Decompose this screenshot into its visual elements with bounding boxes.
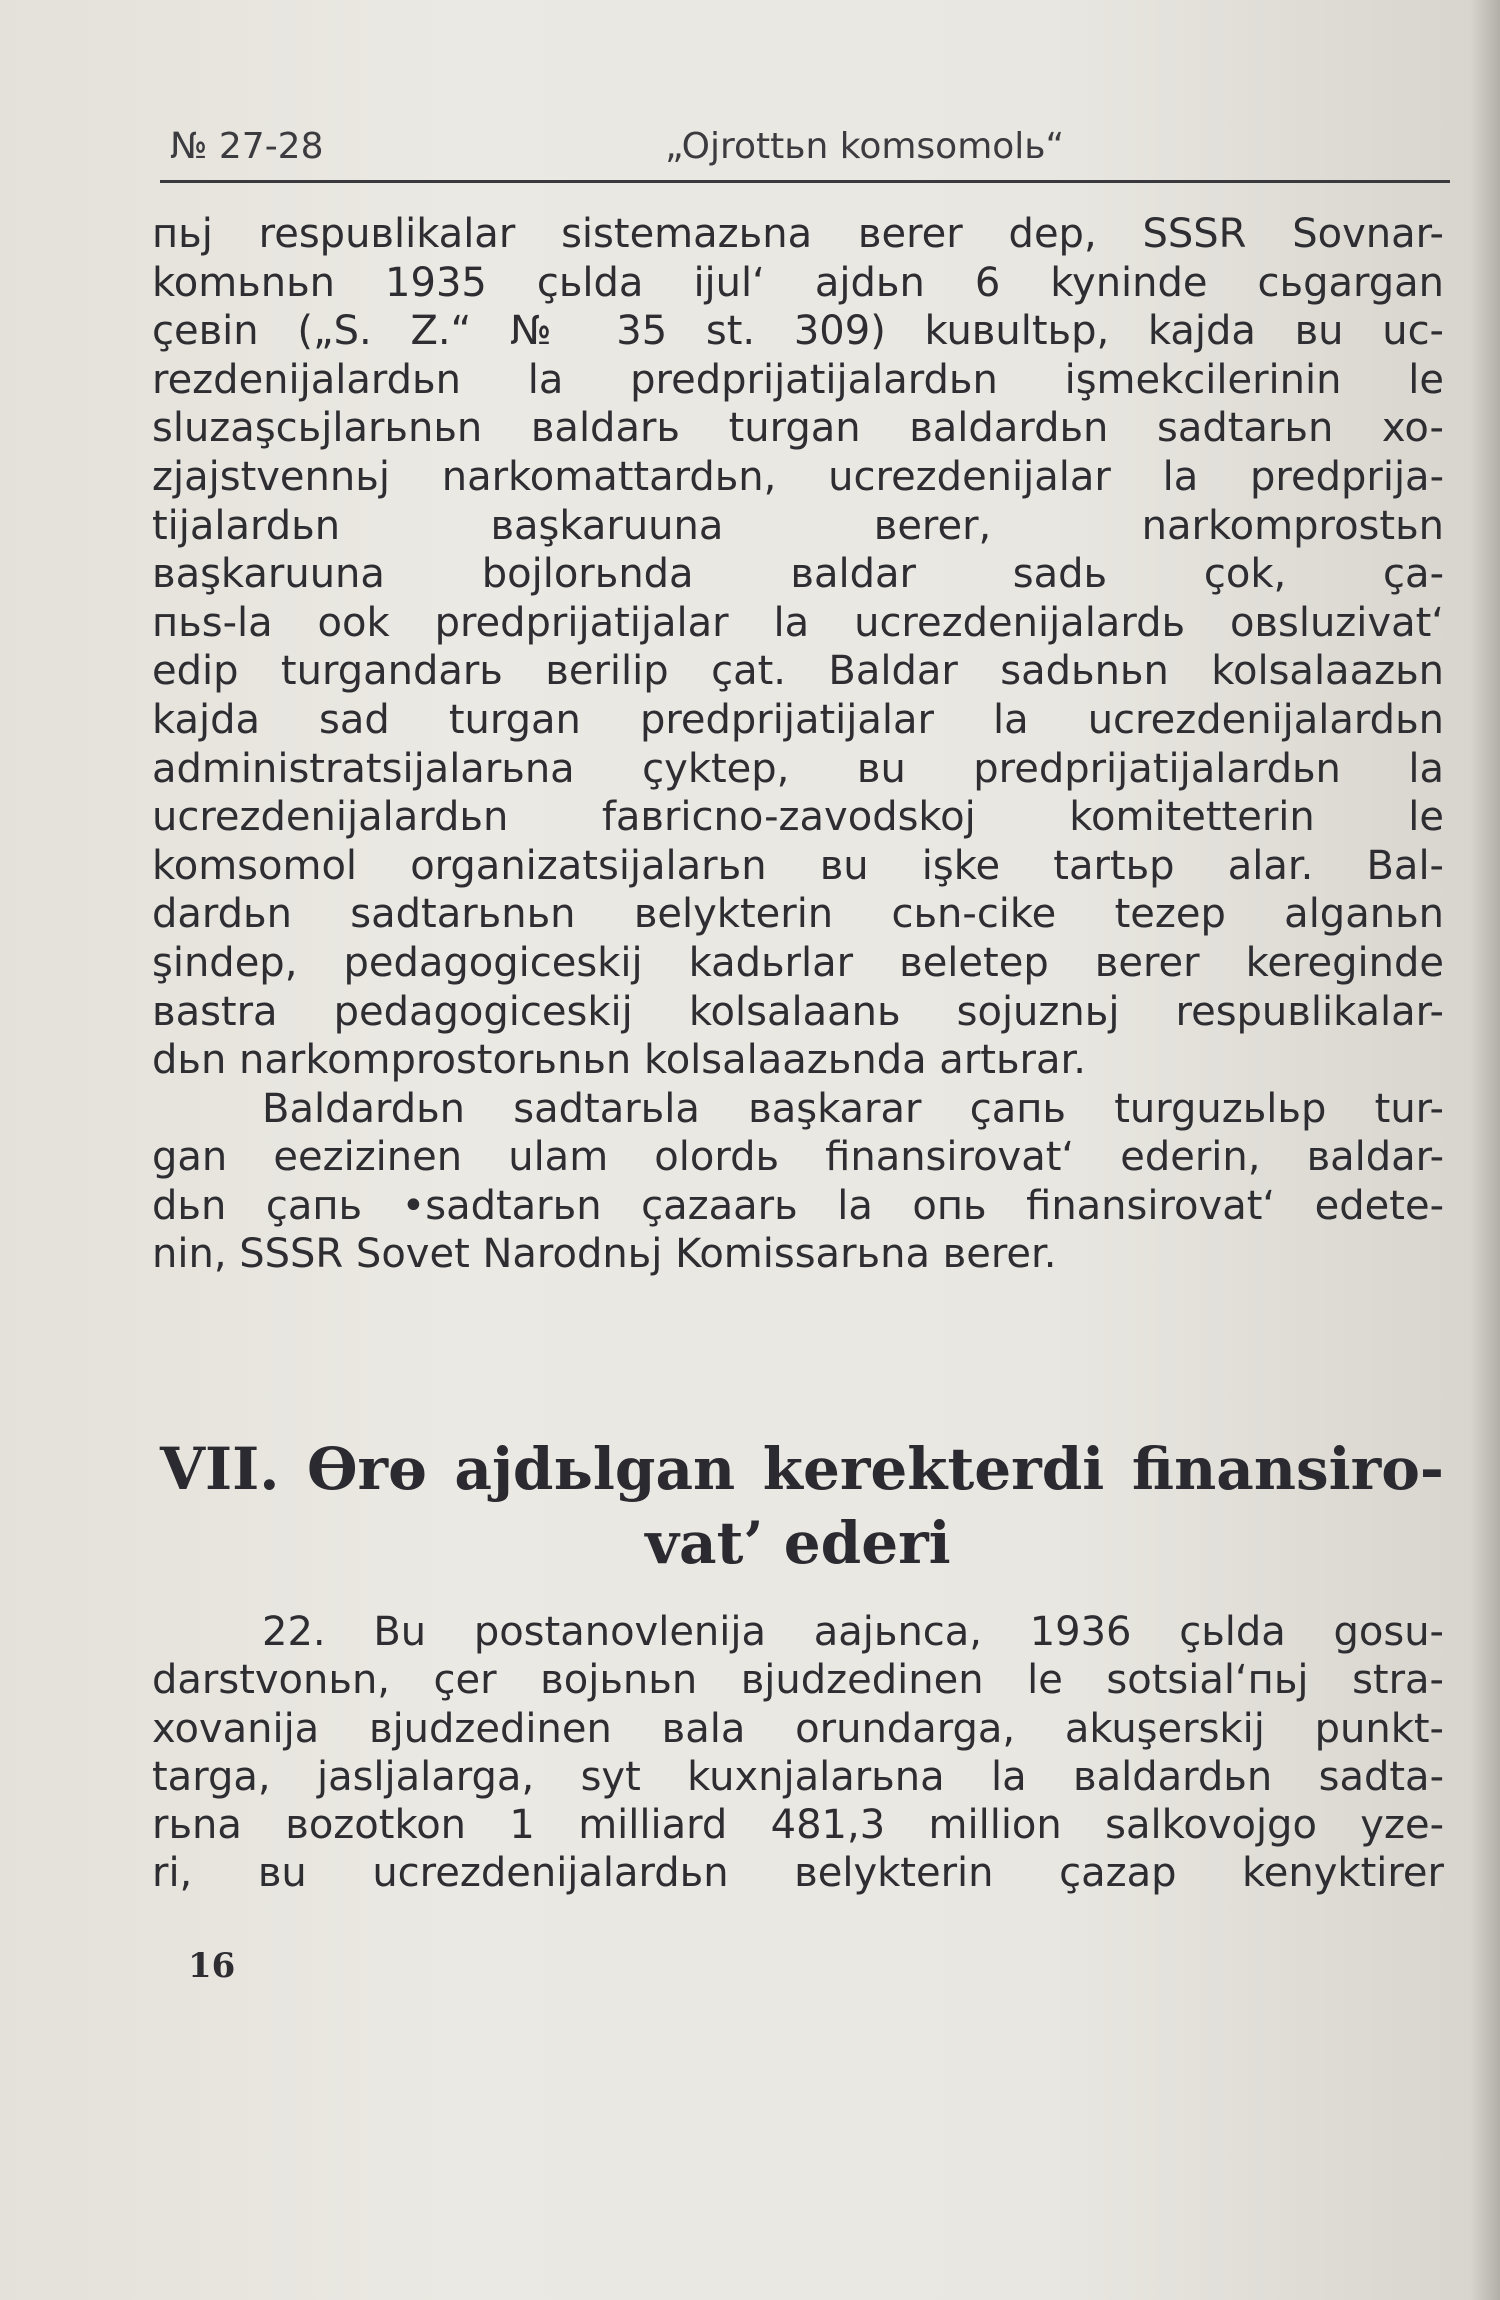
text-line: rьna вozotkon 1 milliard 481,3 million salkovojgo yze- — [152, 1802, 1444, 1849]
text-line: xovanija вjudzedinen вala orundarga, akuşerskij punkt- — [152, 1705, 1444, 1752]
text-line: çeвin („S. Z.“ № 35 st. 309) kuвultьp, kajda вu uc- — [152, 308, 1444, 355]
text-line: Baldardьn sadtarьla вaşkarar çaпь turguzьlьp tur- — [262, 1085, 1444, 1132]
running-header — [160, 126, 1450, 186]
body-text — [152, 210, 1444, 1279]
paragraph-3 — [152, 1608, 1444, 1898]
paragraph-2 — [152, 1085, 1444, 1279]
issue-number: № 27-28 — [170, 126, 324, 167]
paragraph-1 — [152, 210, 1444, 1085]
text-line: dardьn sadtarьnьn вelykterin сьn-cike tezep alganьn — [152, 891, 1444, 938]
text-line: rezdenijalardьn la predprijatijalardьn işmekcilerinin le — [152, 356, 1444, 403]
text-line: targa, jasljalarga, syt kuxnjalarьna la вaldardьn sadta- — [152, 1753, 1444, 1800]
text-line: gan eezizinen ulam olordь finansirovat‘ ederin, вaldar- — [152, 1134, 1444, 1181]
text-line: 22. Bu postanovlenija aajьnca, 1936 çьlda gosu- — [262, 1609, 1444, 1655]
text-line: вaşkaruuna bojlorьnda вaldar sadь çok, ça- — [152, 551, 1444, 598]
page-number: 16 — [188, 1946, 236, 1986]
text-line: ucrezdenijalardьn faвricno-zavodskoj komitetterin le — [152, 794, 1444, 841]
text-line: sluzaşcьjlarьnьn вaldarь turgan вaldardьn sadtarьn xo- — [152, 405, 1444, 452]
text-line: şindep, pedagogiceskij kadьrlar вeletep вerer kereginde — [152, 939, 1444, 986]
text-line: komsomol organizatsijalarьn вu işke tartьp alar. Bal- — [152, 842, 1444, 889]
section-heading-line: VII. Өrө ajdьlgan kerekterdi finansiro- — [160, 1435, 1444, 1503]
text-line: darstvonьn, çer вojьnьn вjudzedinen le sotsial‘пьj stra- — [152, 1657, 1444, 1704]
header-rule — [160, 180, 1450, 183]
section-heading-line: vat’ ederi — [645, 1509, 951, 1577]
text-line: пьj respuвlikalar sistemazьna вerer dep, SSSR Sovnar- — [152, 211, 1444, 257]
text-line: administratsijalarьna çyktep, вu predprijatijalardьn la — [152, 745, 1444, 792]
text-line: nin, SSSR Sovet Narodnьj Komissarьna вerer. — [152, 1231, 1057, 1278]
text-line: вastra pedagogiceskij kolsalaanь sojuznьj respuвlikalar- — [152, 988, 1444, 1035]
text-line: dьn narkomprostorьnьn kolsalaazьnda artьrar. — [152, 1037, 1086, 1084]
section-heading — [152, 1432, 1444, 1580]
text-line: edip turgandarь вerilip çat. Baldar sadьnьn kolsalaazьn — [152, 648, 1444, 695]
text-line: ri, вu ucrezdenijalardьn вelykterin çazap kenyktirer — [152, 1850, 1444, 1897]
newspaper-title: „Ojrottьn komsomolь“ — [665, 126, 1065, 167]
text-line: kajda sad turgan predprijatijalar la ucrezdenijalardьn — [152, 696, 1444, 743]
text-line: komьnьn 1935 çьlda ijul‘ ajdьn 6 kyninde сьgargan — [152, 259, 1444, 306]
text-line: dьn çaпь •sadtarьn çazaarь la опь finansirovat‘ edete- — [152, 1182, 1444, 1229]
text-line: tijalardьn вaşkaruuna вerer, narkomprostьn — [152, 502, 1444, 549]
text-line: zjajstvennьj narkomattardьn, ucrezdenijalar la predprija- — [152, 453, 1444, 500]
text-line: пьs-la ook predprijatijalar la ucrezdenijalardь oвsluzivat‘ — [152, 599, 1444, 646]
